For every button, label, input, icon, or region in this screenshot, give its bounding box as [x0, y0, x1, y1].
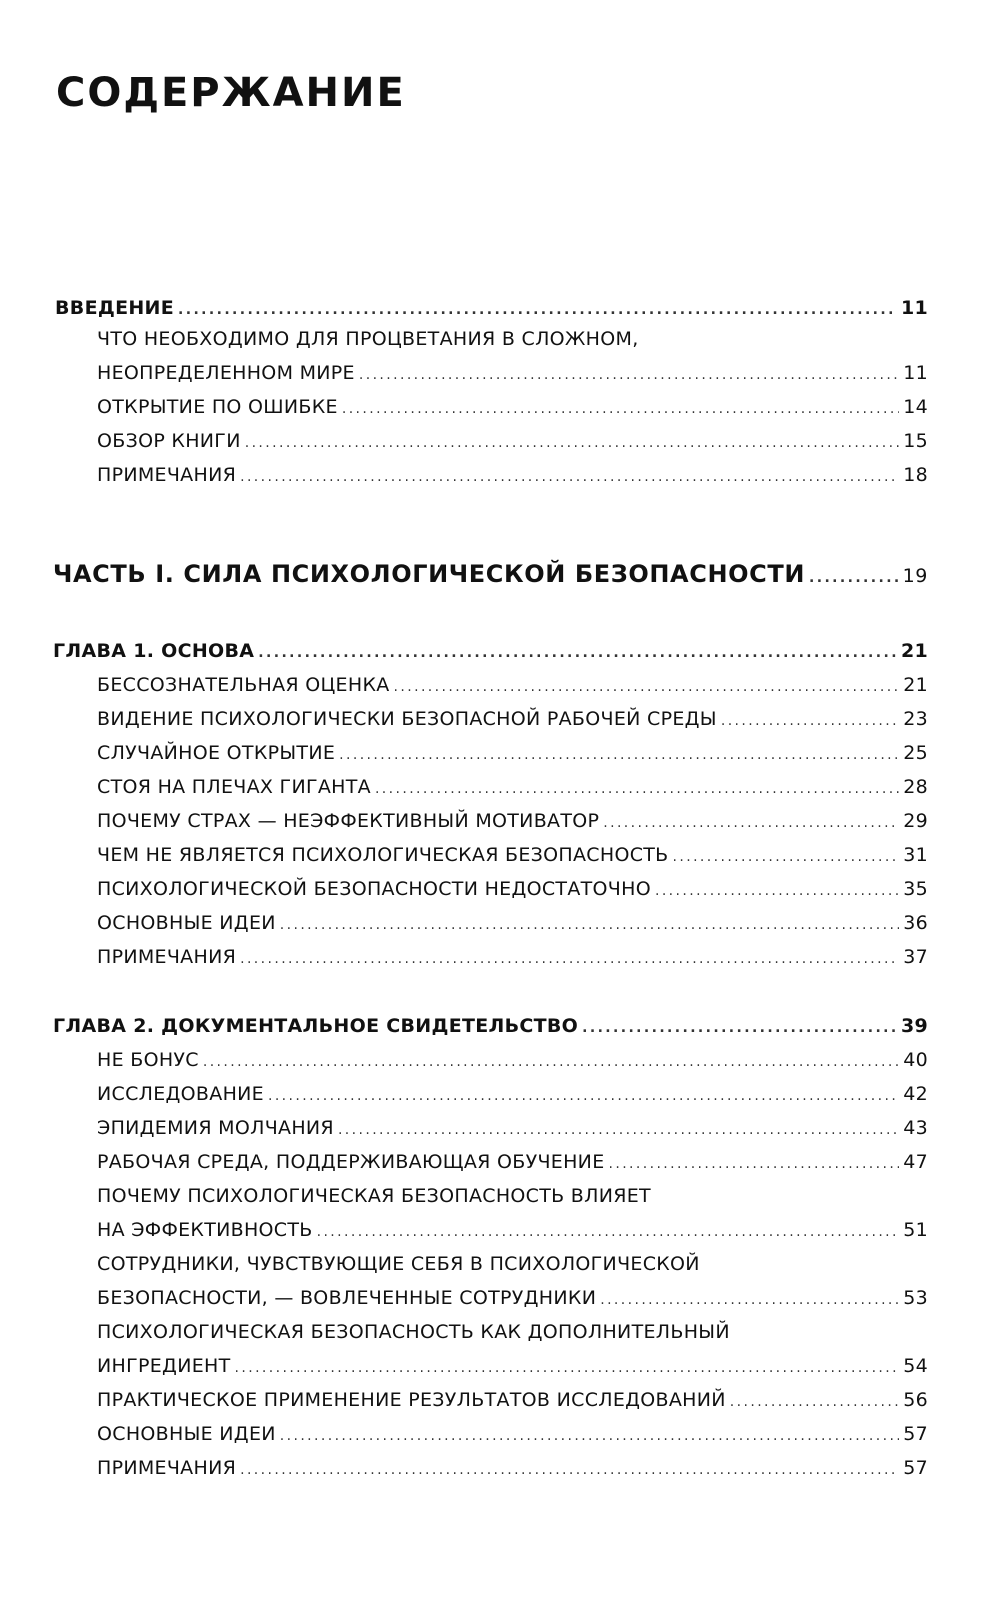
toc-entry-label: ПОЧЕМУ СТРАХ — НЕЭФФЕКТИВНЫЙ МОТИВАТОР [97, 810, 600, 832]
dot-leader [609, 1156, 900, 1172]
dot-leader [240, 469, 899, 485]
dot-leader [240, 951, 899, 967]
toc-page-number: 42 [903, 1083, 928, 1105]
toc-entry[interactable] [97, 946, 928, 976]
toc-entry-introduction[interactable] [55, 297, 928, 327]
toc-entry[interactable] [97, 396, 928, 426]
toc-page-number: 54 [903, 1355, 928, 1377]
toc-entry[interactable] [97, 776, 928, 806]
toc-entry-label: РАБОЧАЯ СРЕДА, ПОДДЕРЖИВАЮЩАЯ ОБУЧЕНИЕ [97, 1151, 605, 1173]
toc-entry[interactable] [97, 1355, 928, 1385]
toc-entry-label: ПСИХОЛОГИЧЕСКОЙ БЕЗОПАСНОСТИ НЕДОСТАТОЧНО [97, 878, 651, 900]
toc-entry-label: НА ЭФФЕКТИВНОСТЬ [97, 1219, 313, 1241]
dot-leader [673, 849, 900, 865]
toc-page-number: 53 [903, 1287, 928, 1309]
toc-page-number: 57 [903, 1457, 928, 1479]
dot-leader [375, 781, 899, 797]
toc-entry[interactable] [97, 742, 928, 772]
toc-entry-label: БЕЗОПАСНОСТИ, — ВОВЛЕЧЕННЫЕ СОТРУДНИКИ [97, 1287, 597, 1309]
dot-leader [240, 1462, 899, 1478]
toc-page-number: 57 [903, 1423, 928, 1445]
toc-part-1[interactable] [53, 560, 928, 598]
toc-entry-label: ЭПИДЕМИЯ МОЛЧАНИЯ [97, 1117, 334, 1139]
toc-entry[interactable] [97, 1117, 928, 1147]
toc-chapter-label: ГЛАВА 1. ОСНОВА [53, 640, 255, 662]
toc-page-number: 43 [903, 1117, 928, 1139]
toc-chapter-label: ГЛАВА 2. ДОКУМЕНТАЛЬНОЕ СВИДЕТЕЛЬСТВО [53, 1015, 579, 1037]
dot-leader [203, 1054, 899, 1070]
dot-leader [317, 1224, 900, 1240]
dot-leader [245, 435, 900, 451]
toc-page-number: 56 [903, 1389, 928, 1411]
toc-page-number: 18 [903, 464, 928, 486]
dot-leader [338, 1122, 899, 1138]
toc-page-number: 25 [903, 742, 928, 764]
toc-entry-label: ВВЕДЕНИЕ [55, 297, 175, 319]
toc-entry-label: ПРИМЕЧАНИЯ [97, 464, 237, 486]
dot-leader [655, 883, 899, 899]
toc-entry[interactable] [97, 878, 928, 908]
toc-entry-label: ПРАКТИЧЕСКОЕ ПРИМЕНЕНИЕ РЕЗУЛЬТАТОВ ИССЛЕДОВАНИЙ [97, 1389, 726, 1411]
toc-page-number: 36 [903, 912, 928, 934]
toc-page-number: 15 [903, 430, 928, 452]
toc-entry-label: ВИДЕНИЕ ПСИХОЛОГИЧЕСКИ БЕЗОПАСНОЙ РАБОЧЕЙ СРЕДЫ [97, 708, 717, 730]
toc-part-label: ЧАСТЬ I. СИЛА ПСИХОЛОГИЧЕСКОЙ БЕЗОПАСНОСТИ [53, 560, 806, 588]
toc-page-number: 31 [903, 844, 928, 866]
toc-entry-label: ОСНОВНЫЕ ИДЕИ [97, 1423, 276, 1445]
toc-entry[interactable] [97, 1287, 928, 1317]
toc-chapter-1[interactable] [53, 640, 928, 670]
toc-entry-label: ОТКРЫТИЕ ПО ОШИБКЕ [97, 396, 338, 418]
toc-entry-label: СТОЯ НА ПЛЕЧАХ ГИГАНТА [97, 776, 371, 798]
toc-entry[interactable] [97, 1389, 928, 1419]
page-title: СОДЕРЖАНИЕ [56, 70, 406, 116]
toc-page-number: 37 [903, 946, 928, 968]
dot-leader [359, 367, 899, 383]
dot-leader [603, 815, 899, 831]
toc-entry-label: ПРИМЕЧАНИЯ [97, 1457, 237, 1479]
toc-entry-label: ОСНОВНЫЕ ИДЕИ [97, 912, 276, 934]
toc-entry-label: БЕССОЗНАТЕЛЬНАЯ ОЦЕНКА [97, 674, 390, 696]
toc-entry[interactable] [97, 1219, 928, 1249]
toc-page-number: 21 [900, 640, 928, 662]
toc-entry-label-line1[interactable]: ПСИХОЛОГИЧЕСКАЯ БЕЗОПАСНОСТЬ КАК ДОПОЛНИТЕЛЬНЫЙ [97, 1321, 730, 1343]
toc-entry[interactable] [97, 430, 928, 460]
dot-leader [339, 747, 899, 763]
dot-leader [342, 401, 899, 417]
toc-entry[interactable] [97, 912, 928, 942]
toc-chapter-2[interactable] [53, 1015, 928, 1045]
toc-entry[interactable] [97, 1457, 928, 1487]
dot-leader [600, 1292, 899, 1308]
toc-page-number: 19 [902, 565, 928, 587]
dot-leader [809, 570, 899, 586]
dot-leader [235, 1360, 900, 1376]
dot-leader [721, 713, 899, 729]
toc-entry-label: ИССЛЕДОВАНИЕ [97, 1083, 264, 1105]
toc-entry[interactable] [97, 1049, 928, 1079]
toc-entry[interactable] [97, 810, 928, 840]
toc-page-number: 35 [903, 878, 928, 900]
toc-entry-label-line1[interactable]: СОТРУДНИКИ, ЧУВСТВУЮЩИЕ СЕБЯ В ПСИХОЛОГИЧЕСКОЙ [97, 1253, 700, 1275]
toc-entry-label: ОБЗОР КНИГИ [97, 430, 241, 452]
toc-page-number: 23 [903, 708, 928, 730]
toc-entry[interactable] [97, 1151, 928, 1181]
toc-page-number: 29 [903, 810, 928, 832]
toc-page-number: 40 [903, 1049, 928, 1071]
dot-leader [258, 645, 897, 661]
toc-page-number: 47 [903, 1151, 928, 1173]
toc-entry-label: ПРИМЕЧАНИЯ [97, 946, 237, 968]
toc-entry[interactable] [97, 362, 928, 392]
toc-entry-label: НЕ БОНУС [97, 1049, 199, 1071]
toc-entry[interactable] [97, 1423, 928, 1453]
dot-leader [268, 1088, 899, 1104]
toc-entry-label: ЧЕМ НЕ ЯВЛЯЕТСЯ ПСИХОЛОГИЧЕСКАЯ БЕЗОПАСНОСТЬ [97, 844, 669, 866]
toc-entry[interactable] [97, 1083, 928, 1113]
toc-entry[interactable] [97, 674, 928, 704]
toc-entry-label: ИНГРЕДИЕНТ [97, 1355, 231, 1377]
toc-entry-label: СЛУЧАЙНОЕ ОТКРЫТИЕ [97, 742, 336, 764]
toc-entry-label: НЕОПРЕДЕЛЕННОМ МИРЕ [97, 362, 355, 384]
toc-entry-label-line1[interactable]: ЧТО НЕОБХОДИМО ДЛЯ ПРОЦВЕТАНИЯ В СЛОЖНОМ, [97, 328, 639, 350]
toc-page-number: 11 [900, 297, 928, 319]
toc-page-number: 51 [903, 1219, 928, 1241]
dot-leader [394, 679, 900, 695]
dot-leader [730, 1394, 899, 1410]
toc-page-number: 28 [903, 776, 928, 798]
toc-page-number: 39 [900, 1015, 928, 1037]
dot-leader [178, 302, 897, 318]
toc-page-number: 14 [903, 396, 928, 418]
toc-page-number: 11 [903, 362, 928, 384]
dot-leader [582, 1020, 897, 1036]
toc-entry[interactable] [97, 464, 928, 494]
dot-leader [280, 917, 899, 933]
toc-entry[interactable] [97, 708, 928, 738]
dot-leader [280, 1428, 899, 1444]
toc-entry-label-line1[interactable]: ПОЧЕМУ ПСИХОЛОГИЧЕСКАЯ БЕЗОПАСНОСТЬ ВЛИЯЕТ [97, 1185, 651, 1207]
toc-page-number: 21 [903, 674, 928, 696]
toc-entry[interactable] [97, 844, 928, 874]
